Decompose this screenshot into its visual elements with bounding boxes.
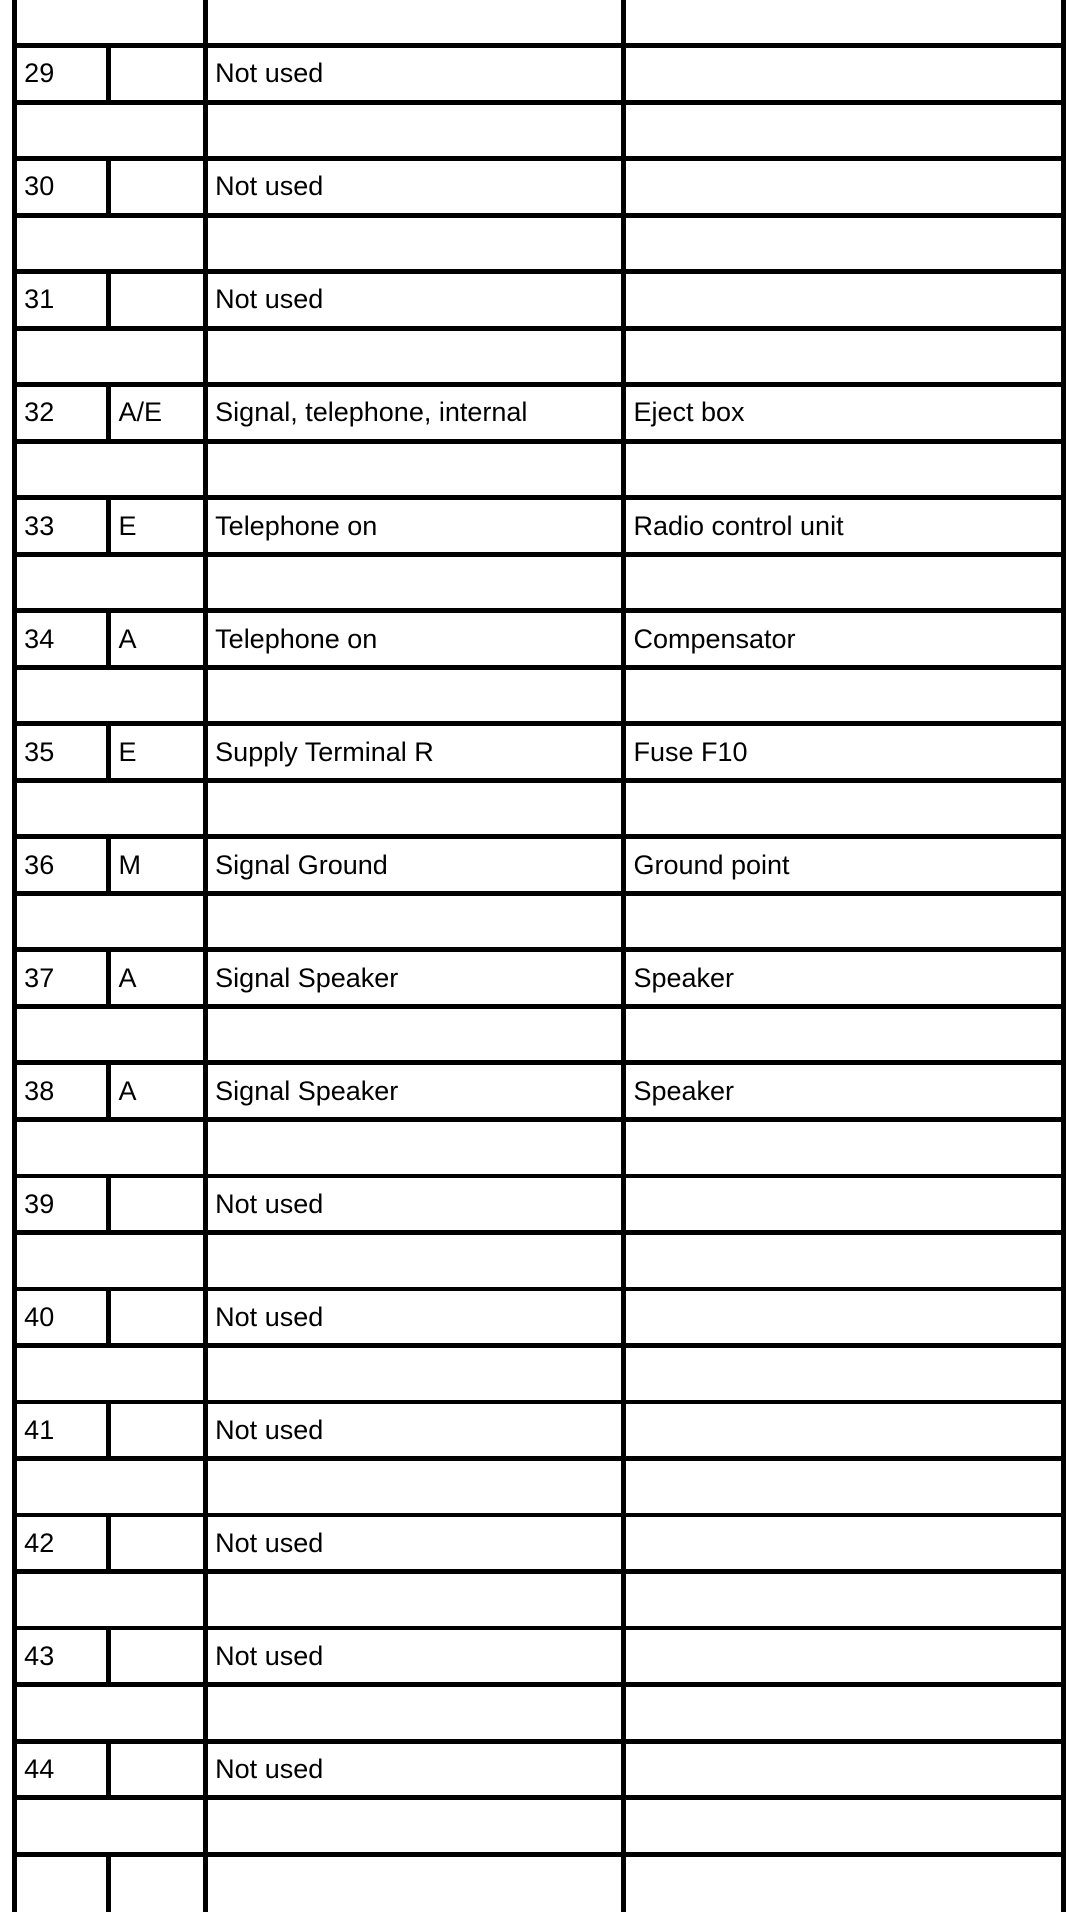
column-divider — [203, 780, 208, 838]
column-divider — [1061, 328, 1066, 386]
function-cell: Telephone on — [215, 623, 378, 654]
column-divider — [203, 611, 208, 669]
column-divider — [12, 1063, 17, 1121]
pin-number-cell: 39 — [24, 1188, 55, 1219]
column-divider — [1061, 1176, 1066, 1234]
function-cell: Supply Terminal R — [215, 736, 434, 767]
pin-code-cell — [118, 1178, 200, 1230]
column-divider — [203, 1289, 208, 1347]
column-divider — [1061, 0, 1066, 47]
column-divider — [203, 215, 208, 273]
pin-number-cell: 40 — [24, 1301, 55, 1332]
function-cell: Not used — [215, 1753, 324, 1784]
column-divider — [203, 1685, 208, 1743]
column-divider — [12, 272, 17, 330]
column-divider — [203, 159, 208, 217]
pin-code-cell: A — [118, 962, 137, 993]
column-divider — [621, 272, 626, 330]
column-divider — [621, 1685, 626, 1743]
column-divider — [12, 328, 17, 386]
pin-code-cell — [118, 48, 200, 100]
column-divider — [1061, 159, 1066, 217]
column-divider — [621, 1289, 626, 1347]
column-divider — [203, 1459, 208, 1517]
column-divider — [621, 102, 626, 160]
column-divider — [621, 724, 626, 782]
function-cell: Not used — [215, 58, 324, 89]
column-divider — [1061, 272, 1066, 330]
column-divider — [1061, 1572, 1066, 1630]
row-divider — [12, 552, 1066, 557]
pin-number-cell: 36 — [24, 849, 55, 880]
pin-code-cell: A — [118, 1075, 137, 1106]
row-divider — [12, 665, 1066, 670]
component-cell — [633, 48, 1059, 100]
column-divider — [621, 1741, 626, 1799]
column-divider — [621, 0, 626, 47]
column-divider — [1061, 554, 1066, 612]
row-divider — [12, 1230, 1066, 1235]
function-cell: Signal Ground — [215, 849, 388, 880]
component-cell: Fuse F10 — [633, 736, 748, 767]
function-cell: Signal Speaker — [215, 1075, 399, 1106]
column-divider — [12, 1798, 17, 1856]
column-divider — [621, 1176, 626, 1234]
component-cell: Speaker — [633, 1075, 735, 1106]
function-cell: Not used — [215, 1301, 324, 1332]
pin-number-cell: 32 — [24, 397, 55, 428]
pin-code-cell — [118, 1404, 200, 1456]
column-divider — [12, 498, 17, 556]
column-divider — [12, 554, 17, 612]
function-cell: Not used — [215, 284, 324, 315]
row-divider — [12, 891, 1066, 896]
column-divider — [12, 1289, 17, 1347]
function-cell: Not used — [215, 1527, 324, 1558]
column-divider — [1061, 441, 1066, 499]
column-divider — [203, 498, 208, 556]
column-divider — [1061, 498, 1066, 556]
column-divider — [106, 1176, 111, 1234]
column-divider — [621, 1854, 626, 1912]
column-divider — [12, 611, 17, 669]
pin-number-cell: 35 — [24, 736, 55, 767]
pin-number-cell: 43 — [24, 1640, 55, 1671]
column-divider — [12, 0, 17, 47]
column-divider — [12, 1232, 17, 1290]
component-cell: Radio control unit — [633, 510, 844, 541]
column-divider — [621, 1006, 626, 1064]
column-divider — [12, 1459, 17, 1517]
column-divider — [203, 554, 208, 612]
column-divider — [1061, 1345, 1066, 1403]
column-divider — [203, 328, 208, 386]
column-divider — [12, 1741, 17, 1799]
column-divider — [1061, 1232, 1066, 1290]
column-divider — [1061, 724, 1066, 782]
column-divider — [621, 611, 626, 669]
column-divider — [12, 102, 17, 160]
column-divider — [203, 1798, 208, 1856]
column-divider — [12, 1685, 17, 1743]
column-divider — [1061, 1459, 1066, 1517]
column-divider — [12, 441, 17, 499]
row-divider — [12, 1852, 1066, 1857]
column-divider — [1061, 837, 1066, 895]
column-divider — [106, 837, 111, 895]
column-divider — [203, 102, 208, 160]
column-divider — [12, 893, 17, 951]
pin-number-cell: 38 — [24, 1075, 55, 1106]
column-divider — [106, 272, 111, 330]
column-divider — [12, 1006, 17, 1064]
row-divider — [12, 326, 1066, 331]
pin-code-cell — [118, 274, 200, 326]
column-divider — [106, 724, 111, 782]
pin-code-cell — [118, 1744, 200, 1796]
column-divider — [203, 46, 208, 104]
column-divider — [12, 385, 17, 443]
pin-number-cell: 30 — [24, 171, 55, 202]
component-cell — [633, 1744, 1059, 1796]
column-divider — [203, 1119, 208, 1177]
column-divider — [203, 724, 208, 782]
pin-number-cell: 44 — [24, 1753, 55, 1784]
column-divider — [1061, 1628, 1066, 1686]
column-divider — [621, 554, 626, 612]
column-divider — [203, 893, 208, 951]
column-divider — [621, 893, 626, 951]
column-divider — [1061, 1063, 1066, 1121]
column-divider — [203, 385, 208, 443]
row-divider — [12, 439, 1066, 444]
column-divider — [203, 1628, 208, 1686]
column-divider — [621, 837, 626, 895]
column-divider — [106, 1515, 111, 1573]
pin-code-cell — [118, 1517, 200, 1569]
column-divider — [106, 46, 111, 104]
column-divider — [12, 950, 17, 1008]
component-cell — [633, 1517, 1059, 1569]
column-divider — [203, 837, 208, 895]
column-divider — [1061, 1402, 1066, 1460]
column-divider — [1061, 950, 1066, 1008]
column-divider — [1061, 611, 1066, 669]
column-divider — [203, 1232, 208, 1290]
column-divider — [12, 46, 17, 104]
pin-code-cell — [118, 1291, 200, 1343]
column-divider — [203, 1006, 208, 1064]
column-divider — [12, 667, 17, 725]
column-divider — [203, 950, 208, 1008]
column-divider — [12, 1402, 17, 1460]
pin-code-cell: A/E — [118, 397, 162, 428]
column-divider — [12, 1572, 17, 1630]
column-divider — [106, 159, 111, 217]
component-cell: Ground point — [633, 849, 790, 880]
column-divider — [621, 328, 626, 386]
column-divider — [621, 1345, 626, 1403]
column-divider — [1061, 46, 1066, 104]
component-cell — [633, 274, 1059, 326]
column-divider — [12, 1515, 17, 1573]
column-divider — [621, 667, 626, 725]
column-divider — [621, 950, 626, 1008]
component-cell — [633, 1404, 1059, 1456]
row-divider — [12, 1117, 1066, 1122]
component-cell: Compensator — [633, 623, 796, 654]
column-divider — [621, 1798, 626, 1856]
column-divider — [621, 1515, 626, 1573]
column-divider — [1061, 1289, 1066, 1347]
column-divider — [12, 1345, 17, 1403]
column-divider — [1061, 385, 1066, 443]
column-divider — [621, 159, 626, 217]
column-divider — [203, 441, 208, 499]
pin-code-cell: M — [118, 849, 141, 880]
column-divider — [1061, 1006, 1066, 1064]
column-divider — [203, 1741, 208, 1799]
column-divider — [1061, 1798, 1066, 1856]
column-divider — [12, 1119, 17, 1177]
column-divider — [203, 1063, 208, 1121]
column-divider — [621, 46, 626, 104]
column-divider — [12, 159, 17, 217]
pin-number-cell: 37 — [24, 962, 55, 993]
function-cell: Not used — [215, 171, 324, 202]
component-cell: Eject box — [633, 397, 745, 428]
column-divider — [621, 1572, 626, 1630]
component-cell — [633, 161, 1059, 213]
column-divider — [12, 1176, 17, 1234]
column-divider — [106, 385, 111, 443]
row-divider — [12, 1456, 1066, 1461]
column-divider — [1061, 1741, 1066, 1799]
column-divider — [1061, 1854, 1066, 1912]
column-divider — [203, 1345, 208, 1403]
column-divider — [203, 1176, 208, 1234]
row-divider — [12, 100, 1066, 105]
column-divider — [1061, 215, 1066, 273]
column-divider — [203, 1402, 208, 1460]
column-divider — [106, 1063, 111, 1121]
column-divider — [621, 1402, 626, 1460]
column-divider — [106, 1628, 111, 1686]
column-divider — [621, 1459, 626, 1517]
pin-code-cell — [118, 1630, 200, 1682]
column-divider — [1061, 667, 1066, 725]
function-cell: Not used — [215, 1640, 324, 1671]
column-divider — [203, 0, 208, 47]
pin-number-cell: 34 — [24, 623, 55, 654]
pin-number-cell: 41 — [24, 1414, 55, 1445]
column-divider — [203, 1515, 208, 1573]
pin-code-cell: E — [118, 510, 137, 541]
pin-code-cell — [118, 161, 200, 213]
column-divider — [621, 498, 626, 556]
column-divider — [12, 837, 17, 895]
function-cell: Not used — [215, 1414, 324, 1445]
column-divider — [621, 385, 626, 443]
column-divider — [621, 1119, 626, 1177]
column-divider — [1061, 1119, 1066, 1177]
function-cell: Telephone on — [215, 510, 378, 541]
row-divider — [12, 213, 1066, 218]
function-cell: Signal Speaker — [215, 962, 399, 993]
column-divider — [203, 1854, 208, 1912]
row-divider — [12, 1682, 1066, 1687]
column-divider — [1061, 780, 1066, 838]
component-cell — [633, 1630, 1059, 1682]
column-divider — [621, 215, 626, 273]
column-divider — [1061, 893, 1066, 951]
column-divider — [621, 1063, 626, 1121]
column-divider — [1061, 1685, 1066, 1743]
component-cell: Speaker — [633, 962, 735, 993]
column-divider — [12, 780, 17, 838]
column-divider — [106, 950, 111, 1008]
component-cell — [633, 1178, 1059, 1230]
pin-code-cell: E — [118, 736, 137, 767]
pin-number-cell: 33 — [24, 510, 55, 541]
column-divider — [106, 1854, 111, 1912]
column-divider — [1061, 102, 1066, 160]
pin-number-cell: 29 — [24, 58, 55, 89]
column-divider — [12, 1628, 17, 1686]
column-divider — [621, 1232, 626, 1290]
column-divider — [12, 724, 17, 782]
row-divider — [12, 1004, 1066, 1009]
column-divider — [106, 611, 111, 669]
column-divider — [106, 1402, 111, 1460]
column-divider — [621, 780, 626, 838]
row-divider — [12, 1795, 1066, 1800]
column-divider — [621, 1628, 626, 1686]
row-divider — [12, 1343, 1066, 1348]
column-divider — [1061, 1515, 1066, 1573]
column-divider — [203, 667, 208, 725]
column-divider — [12, 1854, 17, 1912]
column-divider — [106, 1289, 111, 1347]
component-cell — [633, 1291, 1059, 1343]
column-divider — [203, 1572, 208, 1630]
column-divider — [203, 272, 208, 330]
column-divider — [621, 441, 626, 499]
pin-number-cell: 42 — [24, 1527, 55, 1558]
column-divider — [106, 1741, 111, 1799]
column-divider — [12, 215, 17, 273]
function-cell: Not used — [215, 1188, 324, 1219]
row-divider — [12, 1569, 1066, 1574]
column-divider — [106, 498, 111, 556]
row-divider — [12, 778, 1066, 783]
pin-code-cell: A — [118, 623, 137, 654]
function-cell: Signal, telephone, internal — [215, 397, 528, 428]
pin-number-cell: 31 — [24, 284, 55, 315]
